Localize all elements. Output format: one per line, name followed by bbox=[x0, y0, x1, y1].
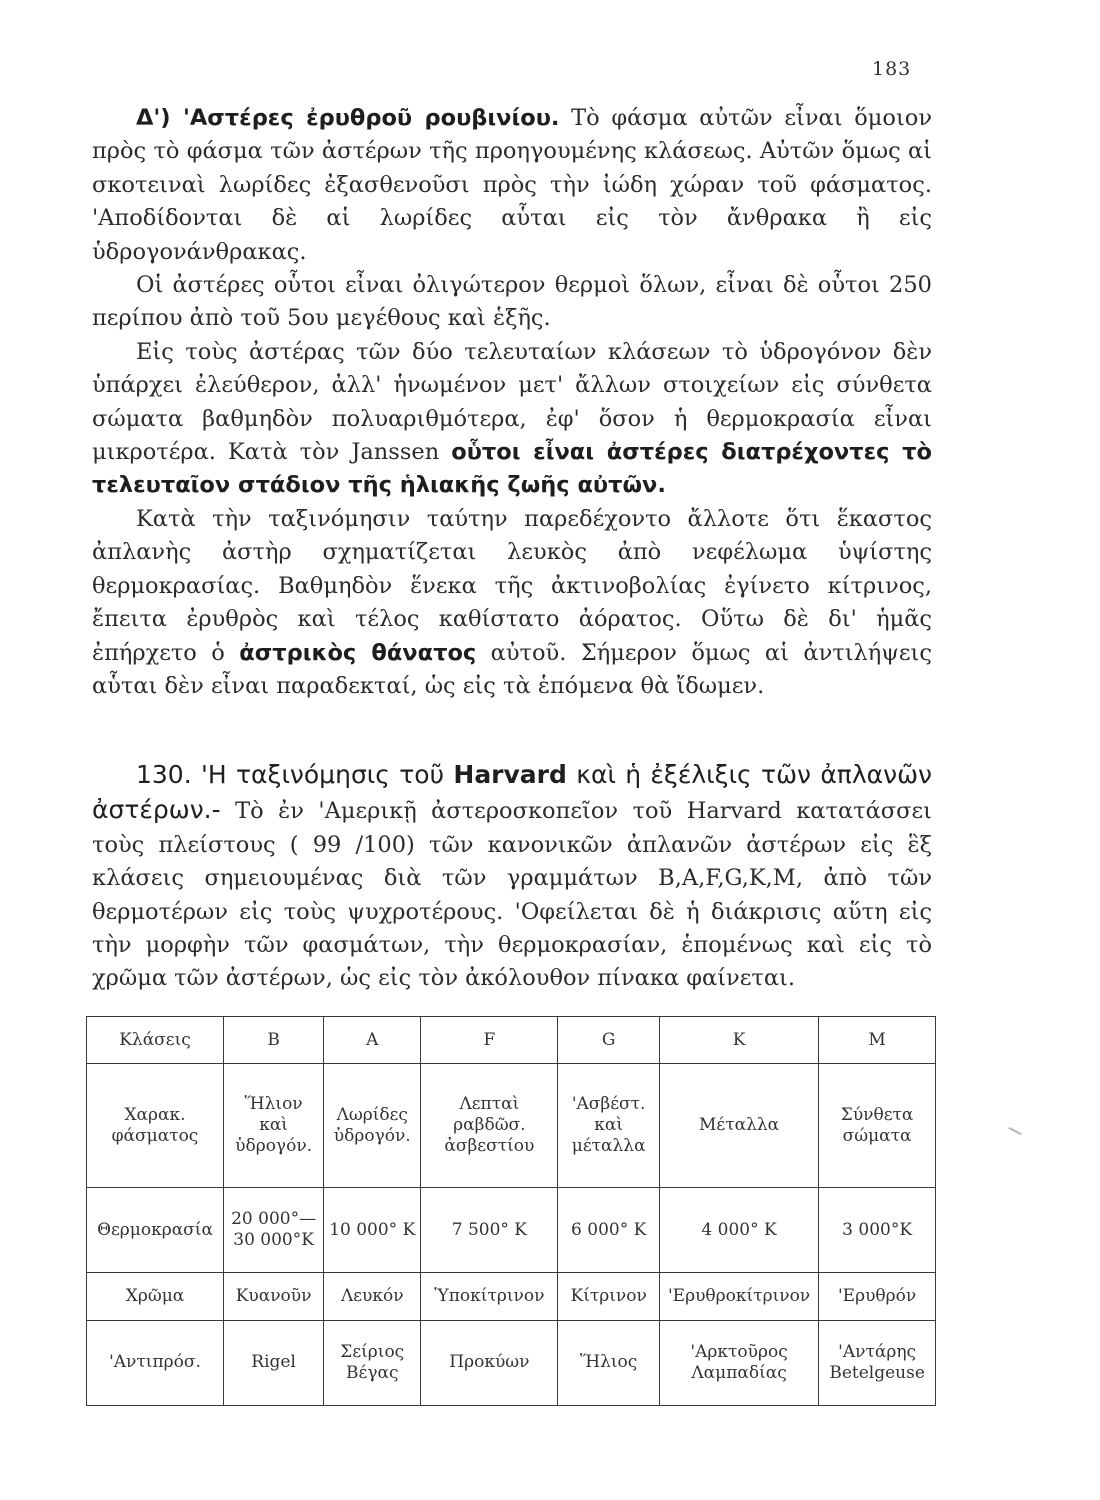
section-d-heading: Δ') 'Αστέρες ἐρυθροῦ ρουβινίου. bbox=[136, 105, 560, 131]
paragraph-d-4 bbox=[92, 503, 932, 703]
table-cell: 'Αντιπρόσ. bbox=[87, 1320, 224, 1405]
table-cell: Σείριος Βέγας bbox=[324, 1320, 421, 1405]
janssen-bold-statement: οὗτοι εἶναι ἀστέρες διατρέχοντες τὸ τελευταῖον στάδιον τῆς ἡλιακῆς ζωῆς αὐτῶν. bbox=[92, 439, 932, 499]
table-cell: Ἥλιον καὶ ὑδρογόν. bbox=[224, 1064, 324, 1188]
table-cell: 20 000°— 30 000°K bbox=[224, 1187, 324, 1272]
section-130-text bbox=[92, 758, 932, 996]
table-cell: Μέταλλα bbox=[659, 1064, 818, 1188]
page-number: 183 bbox=[872, 58, 912, 80]
table-cell: Rigel bbox=[224, 1320, 324, 1405]
table-row bbox=[87, 1187, 936, 1272]
table-cell: 'Ερυθρόν bbox=[819, 1273, 936, 1320]
table-cell: 10 000° K bbox=[324, 1187, 421, 1272]
table-cell: Προκύων bbox=[421, 1320, 558, 1405]
paragraph-d-intro bbox=[92, 102, 932, 269]
paragraph-130-body: Τὸ ἐν 'Αμερικῇ ἀστεροσκοπεῖον τοῦ Harvard κατατάσσει τοὺς πλείστους ( 99 /100) τῶν κανονικῶν ἀπλανῶν ἀστέρων εἰς ἓξ κλάσεις σημειουμένας διὰ τῶν γραμμάτων B,A,F,G,K,M, ἀπὸ τῶν θερμοτέρων εἰς τοὺς ψυχροτέρους. 'Οφείλεται δὲ ἡ διάκρισις αὕτη εἰς τὴν μορφὴν τῶν φασμάτων, τὴν θερμοκρασίαν, ἑπομένως καὶ εἰς τὸ χρῶμα τῶν ἀστέρων, ὡς εἰς τὸν ἀκόλουθον πίνακα φαίνεται. bbox=[92, 798, 932, 992]
table-cell: 4 000° K bbox=[659, 1187, 818, 1272]
paragraph-d-4-end: αὐτοῦ. Σήμερον ὅμως αἱ ἀντιλήψεις αὗται δὲν εἶναι παραδεκταί, ὡς εἰς τὰ ἑπόμενα θὰ ἴδωμεν. bbox=[92, 639, 932, 699]
table-cell: F bbox=[421, 1017, 558, 1064]
table-cell: Κίτρινον bbox=[558, 1273, 660, 1320]
table-cell: 'Ασβέστ. καὶ μέταλλα bbox=[558, 1064, 660, 1188]
table-row bbox=[87, 1320, 936, 1405]
table-row bbox=[87, 1064, 936, 1188]
table-cell: Θερμοκρασία bbox=[87, 1187, 224, 1272]
section-130-heading-start: 130. 'Η ταξινόμησις τοῦ bbox=[136, 760, 454, 789]
table-cell: 7 500° K bbox=[421, 1187, 558, 1272]
table-cell: 3 000°K bbox=[819, 1187, 936, 1272]
paragraph-d-3-text: Εἰς τοὺς ἀστέρας τῶν δύο τελευταίων κλάσεων τὸ ὑδρογόνον δὲν ὑπάρχει ἐλεύθερον, ἀλλ' ἡνωμένον μετ' ἄλλων στοιχείων εἰς σύνθετα σώματα βαθμηδὸν πολυαριθμότερα, ἐφ' ὅσον ἡ θερμοκρασία εἶναι μικροτέρα. Κατὰ τὸν Janssen bbox=[92, 338, 932, 466]
table-cell: G bbox=[558, 1017, 660, 1064]
paragraph-d-2: Οἱ ἀστέρες οὗτοι εἶναι ὀλιγώτερον θερμοὶ ὅλων, εἶναι δὲ οὗτοι 250 περίπου ἀπὸ τοῦ 5ου μεγέθους καὶ ἑξῆς. bbox=[92, 272, 932, 332]
table-cell: Λωρίδες ὑδρογόν. bbox=[324, 1064, 421, 1188]
table-cell: Κλάσεις bbox=[87, 1017, 224, 1064]
table-cell: 6 000° K bbox=[558, 1187, 660, 1272]
table-cell: Σύνθετα σώματα bbox=[819, 1064, 936, 1188]
harvard-classification-table bbox=[86, 1016, 936, 1406]
paragraph-d-1: Τὸ φάσμα αὐτῶν εἶναι ὅμοιον πρὸς τὸ φάσμα τῶν ἀστέρων τῆς προηγουμένης κλάσεως. Αὐτῶν ὅμως αἱ σκοτειναὶ λωρίδες ἐξασθενοῦσι πρὸς τὴν ἰώδη χώραν τοῦ φάσματος. 'Αποδίδονται δὲ αἱ λωρίδες αὗται εἰς τὸν ἄνθρακα ἢ εἰς ὑδρογονάνθρακας. bbox=[92, 105, 932, 265]
table-cell: 'Αρκτοῦρος Λαμπαδίας bbox=[659, 1320, 818, 1405]
table-cell: Ἥλιος bbox=[558, 1320, 660, 1405]
paragraph-d-4-text: Κατὰ τὴν ταξινόμησιν ταύτην παρεδέχοντο ἄλλοτε ὅτι ἕκαστος ἀπλανὴς ἀστὴρ σχηματίζεται λευκὸς ἀπὸ νεφέλωμα ὑψίστης θερμοκρασίας. Βαθμηδὸν ἕνεκα τῆς ἀκτινοβολίας ἐγίνετο κίτρινος, ἔπειτα ἐρυθρὸς καὶ τέλος καθίστατο ἀόρατος. Οὕτω δὲ δι' ἡμᾶς ἐπήρχετο ὁ bbox=[92, 505, 932, 666]
paragraph-130 bbox=[92, 758, 932, 996]
table-cell: B bbox=[224, 1017, 324, 1064]
table-cell: K bbox=[659, 1017, 818, 1064]
table-cell: Χαρακ. φάσματος bbox=[87, 1064, 224, 1188]
table-cell: Κυανοῦν bbox=[224, 1273, 324, 1320]
table-cell: 'Ερυθροκίτρινον bbox=[659, 1273, 818, 1320]
table-cell: Χρῶμα bbox=[87, 1273, 224, 1320]
section-d-text bbox=[92, 102, 932, 703]
table-cell: Λεπταὶ ραβδῶσ. ἀσβεστίου bbox=[421, 1064, 558, 1188]
table-cell: Ὑποκίτρινον bbox=[421, 1273, 558, 1320]
table-header-row bbox=[87, 1017, 936, 1064]
section-130-heading-harvard: Harvard bbox=[453, 760, 567, 789]
paragraph-d-3 bbox=[92, 336, 932, 503]
table-cell: M bbox=[819, 1017, 936, 1064]
table-cell: A bbox=[324, 1017, 421, 1064]
table-row bbox=[87, 1273, 936, 1320]
table-cell: 'Αντάρης Betelgeuse bbox=[819, 1320, 936, 1405]
stellar-death-term: ἀστρικὸς θάνατος bbox=[239, 639, 477, 666]
scan-mark bbox=[1008, 1127, 1021, 1135]
section-130-heading-end: καὶ ἡ ἐξέλιξις τῶν ἀπλανῶν ἀστέρων.- bbox=[92, 760, 932, 825]
table-cell: Λευκόν bbox=[324, 1273, 421, 1320]
